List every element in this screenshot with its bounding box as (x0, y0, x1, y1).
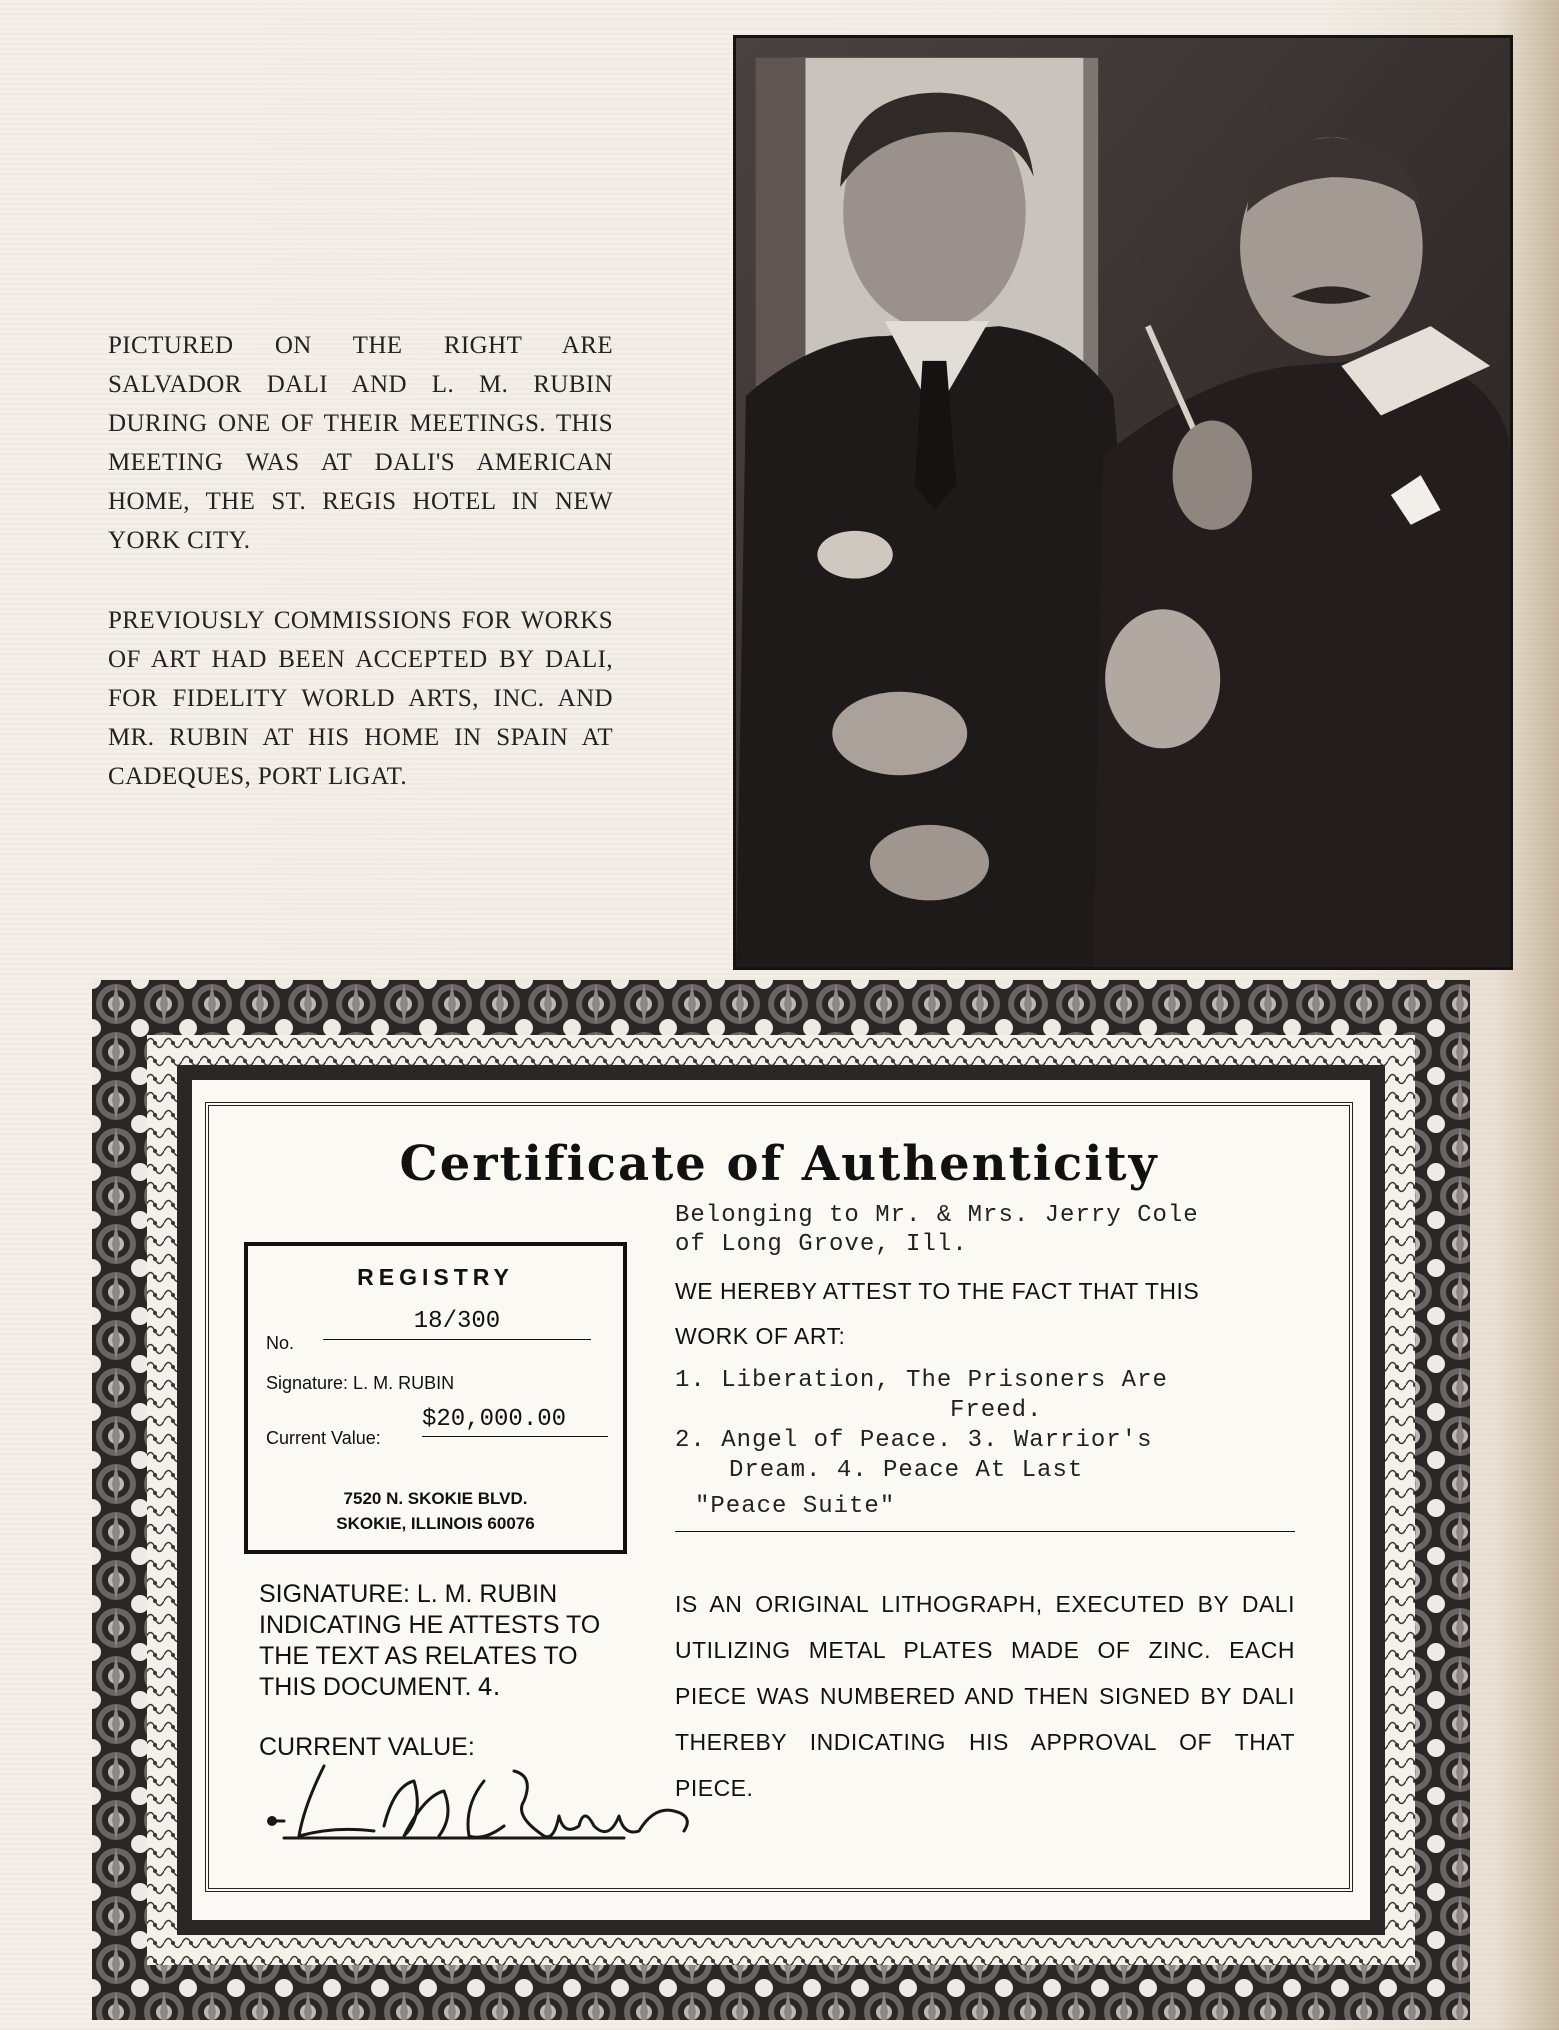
address-line-2: SKOKIE, ILLINOIS 60076 (336, 1514, 535, 1533)
works-list (675, 1366, 1315, 1522)
owner-line-2: of Long Grove, Ill. (675, 1231, 968, 1258)
lithograph-statement: IS AN ORIGINAL LITHOGRAPH, EXECUTED BY DALI UTILIZING METAL PLATES MADE OF ZINC. EACH PIECE WAS NUMBERED AND THEN SIGNED BY DALI THEREBY INDICATING HIS APPROVAL OF THAT PIECE. (675, 1591, 1295, 1801)
address-line-1: 7520 N. SKOKIE BLVD. (343, 1489, 528, 1508)
works-line-4: Dream. 4. Peace At Last (729, 1457, 1084, 1484)
intro-paragraph-1: PICTURED ON THE RIGHT ARE SALVADOR DALI AND L. M. RUBIN DURING ONE OF THEIR MEETINGS. THIS MEETING WAS AT DALI'S AMERICAN HOME, THE ST. REGIS HOTEL IN NEW YORK CITY. (108, 332, 613, 554)
photo-image (736, 38, 1510, 967)
registry-signature-line: Signature: L. M. RUBIN (266, 1373, 455, 1393)
certificate-title: Certificate of Authenticity (399, 1136, 1159, 1192)
signature-image (254, 1746, 704, 1866)
works-line-3: 2. Angel of Peace. 3. Warrior's (675, 1427, 1153, 1454)
registry-current-value-label: Current Value: (266, 1428, 381, 1448)
current-value-label: CURRENT VALUE: (259, 1733, 475, 1761)
signature-attestation-text (259, 1579, 619, 1703)
registry-address (248, 1486, 623, 1536)
owner-line-1: Belonging to Mr. & Mrs. Jerry Cole (675, 1202, 1199, 1229)
works-line-2: Freed. (950, 1397, 1043, 1424)
registry-box (244, 1242, 627, 1554)
registry-heading: REGISTRY (357, 1264, 514, 1290)
works-suite-title: "Peace Suite" (695, 1493, 896, 1520)
registry-number-label: No. (266, 1333, 295, 1353)
owner-info (675, 1201, 1315, 1259)
photograph (733, 35, 1513, 970)
certificate (92, 980, 1470, 2020)
handwritten-signature (254, 1746, 704, 1866)
registry-current-value: $20,000.00 (422, 1406, 608, 1437)
divider-line (675, 1531, 1295, 1532)
signature-attestation-body: SIGNATURE: L. M. RUBIN INDICATING HE ATTESTS TO THE TEXT AS RELATES TO THIS DOCUMENT. (259, 1580, 601, 1701)
attest-statement (675, 1269, 1305, 1359)
attest-line-1: WE HEREBY ATTEST TO THE FACT THAT THIS (675, 1278, 1200, 1304)
intro-paragraph-2: PREVIOUSLY COMMISSIONS FOR WORKS OF ART HAD BEEN ACCEPTED BY DALI, FOR FIDELITY WORLD ARTS, INC. AND MR. RUBIN AT HIS HOME IN SPAIN AT CADEQUES, PORT LIGAT. (108, 607, 613, 790)
registry-number-value: 18/300 (323, 1308, 591, 1340)
handwritten-initial: 4. (477, 1673, 501, 1701)
works-line-1: 1. Liberation, The Prisoners Are (675, 1367, 1168, 1394)
attest-line-2: WORK OF ART: (675, 1323, 846, 1349)
certificate-body (205, 1102, 1353, 1892)
